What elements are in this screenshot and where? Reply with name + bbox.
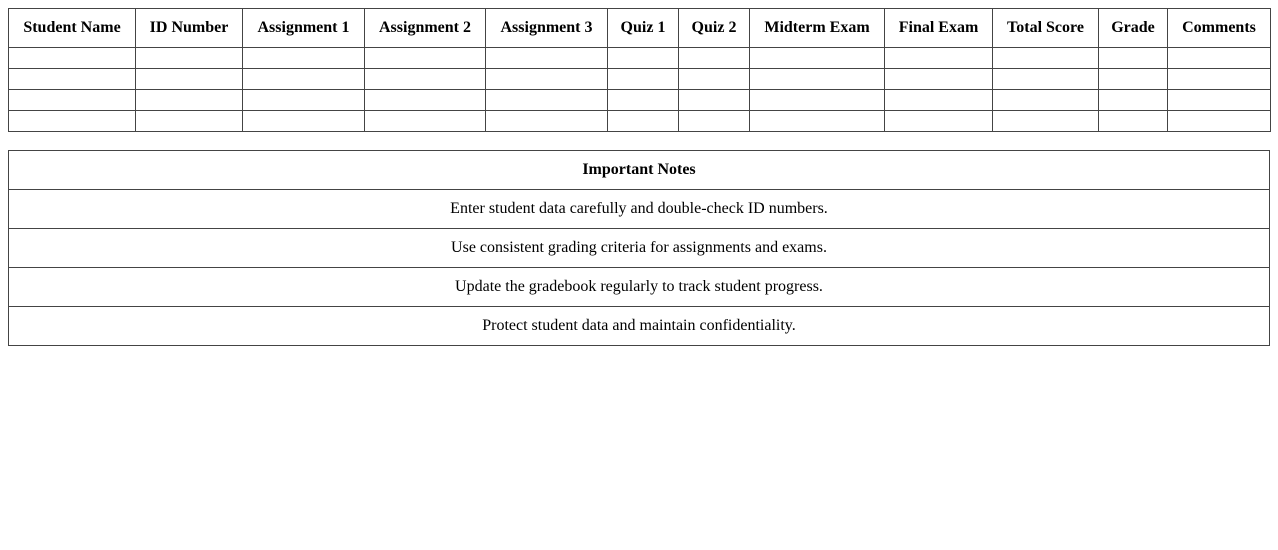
gradebook-table <box>8 8 1271 132</box>
table-cell[interactable] <box>243 48 365 69</box>
table-cell[interactable] <box>885 48 993 69</box>
table-cell[interactable] <box>9 111 136 132</box>
table-cell[interactable] <box>993 111 1099 132</box>
table-cell[interactable] <box>750 69 885 90</box>
gradebook-body <box>9 48 1271 132</box>
important-notes-table <box>8 150 1270 346</box>
table-row <box>9 69 1271 90</box>
table-cell[interactable] <box>608 48 679 69</box>
note-row <box>9 268 1270 307</box>
table-cell[interactable] <box>750 48 885 69</box>
table-cell[interactable] <box>9 69 136 90</box>
note-row <box>9 190 1270 229</box>
column-header-total-score: Total Score <box>993 9 1099 48</box>
table-cell[interactable] <box>9 90 136 111</box>
table-cell[interactable] <box>679 69 750 90</box>
table-cell[interactable] <box>136 90 243 111</box>
table-cell[interactable] <box>486 48 608 69</box>
table-cell[interactable] <box>243 90 365 111</box>
column-header-midterm-exam: Midterm Exam <box>750 9 885 48</box>
table-cell[interactable] <box>136 69 243 90</box>
table-cell[interactable] <box>885 90 993 111</box>
table-row <box>9 111 1271 132</box>
note-text: Update the gradebook regularly to track student progress. <box>9 268 1270 307</box>
table-cell[interactable] <box>993 69 1099 90</box>
note-text: Enter student data carefully and double-check ID numbers. <box>9 190 1270 229</box>
table-cell[interactable] <box>608 90 679 111</box>
table-cell[interactable] <box>679 111 750 132</box>
column-header-quiz-1: Quiz 1 <box>608 9 679 48</box>
table-cell[interactable] <box>750 90 885 111</box>
table-cell[interactable] <box>365 111 486 132</box>
table-cell[interactable] <box>1168 111 1271 132</box>
table-cell[interactable] <box>608 111 679 132</box>
table-row <box>9 48 1271 69</box>
table-cell[interactable] <box>1168 48 1271 69</box>
column-header-id-number: ID Number <box>136 9 243 48</box>
column-header-grade: Grade <box>1099 9 1168 48</box>
table-cell[interactable] <box>136 111 243 132</box>
note-text: Use consistent grading criteria for assignments and exams. <box>9 229 1270 268</box>
table-cell[interactable] <box>243 111 365 132</box>
column-header-final-exam: Final Exam <box>885 9 993 48</box>
table-cell[interactable] <box>993 90 1099 111</box>
table-cell[interactable] <box>365 90 486 111</box>
table-cell[interactable] <box>486 69 608 90</box>
gradebook-header-row <box>9 9 1271 48</box>
table-cell[interactable] <box>993 48 1099 69</box>
table-cell[interactable] <box>365 48 486 69</box>
table-cell[interactable] <box>486 90 608 111</box>
column-header-student-name: Student Name <box>9 9 136 48</box>
table-cell[interactable] <box>885 69 993 90</box>
table-cell[interactable] <box>136 48 243 69</box>
table-cell[interactable] <box>1099 90 1168 111</box>
table-cell[interactable] <box>750 111 885 132</box>
table-cell[interactable] <box>679 90 750 111</box>
notes-title: Important Notes <box>9 151 1270 190</box>
table-cell[interactable] <box>9 48 136 69</box>
column-header-assignment-2: Assignment 2 <box>365 9 486 48</box>
table-cell[interactable] <box>1168 69 1271 90</box>
table-row <box>9 90 1271 111</box>
note-text: Protect student data and maintain confidentiality. <box>9 307 1270 346</box>
table-cell[interactable] <box>486 111 608 132</box>
note-row <box>9 307 1270 346</box>
column-header-assignment-1: Assignment 1 <box>243 9 365 48</box>
column-header-assignment-3: Assignment 3 <box>486 9 608 48</box>
note-row <box>9 229 1270 268</box>
table-cell[interactable] <box>1099 48 1168 69</box>
notes-header-row <box>9 151 1270 190</box>
table-cell[interactable] <box>608 69 679 90</box>
table-cell[interactable] <box>365 69 486 90</box>
table-cell[interactable] <box>1099 69 1168 90</box>
table-cell[interactable] <box>243 69 365 90</box>
table-cell[interactable] <box>1099 111 1168 132</box>
column-header-quiz-2: Quiz 2 <box>679 9 750 48</box>
table-cell[interactable] <box>1168 90 1271 111</box>
table-cell[interactable] <box>679 48 750 69</box>
table-cell[interactable] <box>885 111 993 132</box>
column-header-comments: Comments <box>1168 9 1271 48</box>
